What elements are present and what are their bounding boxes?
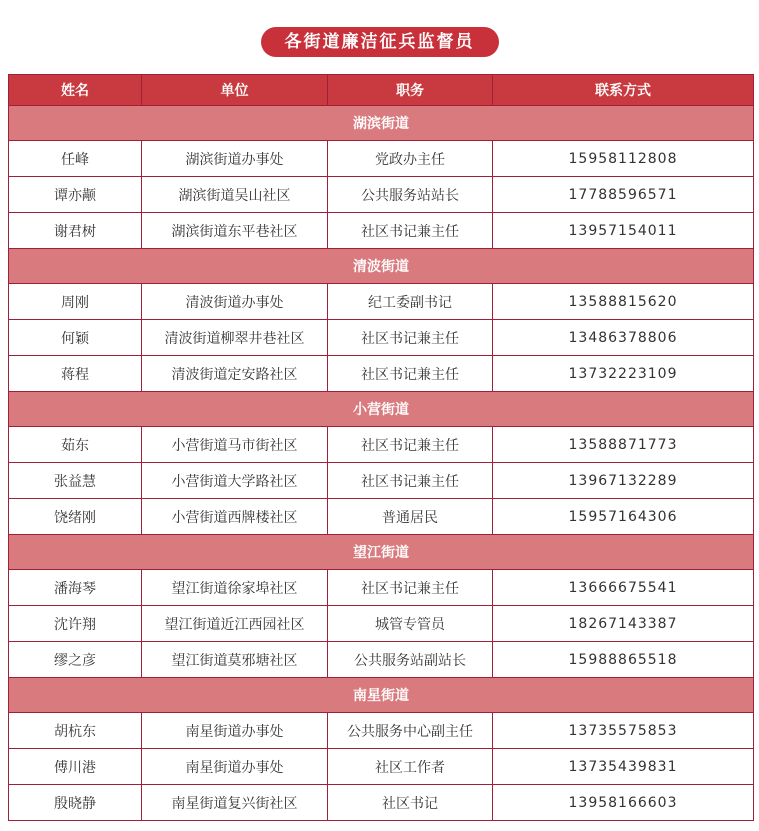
cell-phone: 13967132289 [493, 463, 754, 499]
cell-unit: 南星街道办事处 [142, 713, 328, 749]
cell-position: 公共服务中心副主任 [328, 713, 493, 749]
cell-phone: 13666675541 [493, 570, 754, 606]
cell-name: 谭亦颟 [9, 177, 142, 213]
table-body [9, 106, 754, 821]
cell-name: 茹东 [9, 427, 142, 463]
cell-name: 蒋程 [9, 356, 142, 392]
cell-phone: 18267143387 [493, 606, 754, 642]
section-title: 小营街道 [9, 392, 754, 427]
table-row [9, 177, 754, 213]
cell-unit: 湖滨街道办事处 [142, 141, 328, 177]
cell-name: 任峰 [9, 141, 142, 177]
cell-position: 社区书记兼主任 [328, 570, 493, 606]
cell-name: 沈许翔 [9, 606, 142, 642]
cell-name: 张益慧 [9, 463, 142, 499]
supervisor-table [8, 74, 754, 821]
cell-phone: 15988865518 [493, 642, 754, 678]
cell-name: 周刚 [9, 284, 142, 320]
cell-name: 何颖 [9, 320, 142, 356]
cell-phone: 13958166603 [493, 785, 754, 821]
cell-phone: 13588871773 [493, 427, 754, 463]
cell-phone: 13735439831 [493, 749, 754, 785]
cell-phone: 13735575853 [493, 713, 754, 749]
cell-position: 社区书记 [328, 785, 493, 821]
cell-unit: 小营街道大学路社区 [142, 463, 328, 499]
table-row [9, 213, 754, 249]
table-row [9, 284, 754, 320]
table-row [9, 499, 754, 535]
table-header-row [9, 75, 754, 106]
cell-unit: 望江街道莫邪塘社区 [142, 642, 328, 678]
cell-name: 饶绪刚 [9, 499, 142, 535]
cell-position: 社区书记兼主任 [328, 463, 493, 499]
cell-name: 殷晓静 [9, 785, 142, 821]
cell-position: 社区书记兼主任 [328, 356, 493, 392]
cell-name: 潘海琴 [9, 570, 142, 606]
section-title: 南星街道 [9, 678, 754, 713]
table-row [9, 141, 754, 177]
cell-unit: 湖滨街道东平巷社区 [142, 213, 328, 249]
cell-position: 公共服务站站长 [328, 177, 493, 213]
table-row [9, 749, 754, 785]
cell-position: 纪工委副书记 [328, 284, 493, 320]
header-contact: 联系方式 [493, 75, 754, 106]
cell-name: 胡杭东 [9, 713, 142, 749]
table-row [9, 642, 754, 678]
cell-phone: 17788596571 [493, 177, 754, 213]
cell-unit: 清波街道办事处 [142, 284, 328, 320]
table-row [9, 570, 754, 606]
cell-unit: 清波街道柳翠井巷社区 [142, 320, 328, 356]
cell-phone: 15958112808 [493, 141, 754, 177]
section-title: 望江街道 [9, 535, 754, 570]
section-row [9, 392, 754, 427]
cell-name: 傅川港 [9, 749, 142, 785]
header-name: 姓名 [9, 75, 142, 106]
cell-phone: 13486378806 [493, 320, 754, 356]
cell-unit: 望江街道近江西园社区 [142, 606, 328, 642]
section-title: 清波街道 [9, 249, 754, 284]
cell-position: 社区工作者 [328, 749, 493, 785]
cell-name: 缪之彦 [9, 642, 142, 678]
table-row [9, 320, 754, 356]
cell-unit: 湖滨街道吴山社区 [142, 177, 328, 213]
table-row [9, 427, 754, 463]
cell-unit: 南星街道复兴街社区 [142, 785, 328, 821]
title-wrap [0, 27, 759, 57]
cell-unit: 清波街道定安路社区 [142, 356, 328, 392]
page-title: 各街道廉洁征兵监督员 [261, 27, 499, 57]
header-unit: 单位 [142, 75, 328, 106]
cell-name: 谢君树 [9, 213, 142, 249]
section-row [9, 678, 754, 713]
table-row [9, 356, 754, 392]
cell-position: 普通居民 [328, 499, 493, 535]
cell-unit: 南星街道办事处 [142, 749, 328, 785]
cell-position: 党政办主任 [328, 141, 493, 177]
section-row [9, 249, 754, 284]
table-row [9, 785, 754, 821]
section-row [9, 535, 754, 570]
cell-position: 社区书记兼主任 [328, 427, 493, 463]
table-row [9, 713, 754, 749]
header-position: 职务 [328, 75, 493, 106]
cell-phone: 13588815620 [493, 284, 754, 320]
cell-position: 公共服务站副站长 [328, 642, 493, 678]
cell-position: 城管专管员 [328, 606, 493, 642]
section-row [9, 106, 754, 141]
cell-phone: 13732223109 [493, 356, 754, 392]
cell-phone: 15957164306 [493, 499, 754, 535]
cell-unit: 望江街道徐家埠社区 [142, 570, 328, 606]
table-row [9, 606, 754, 642]
cell-unit: 小营街道西牌楼社区 [142, 499, 328, 535]
cell-unit: 小营街道马市街社区 [142, 427, 328, 463]
cell-position: 社区书记兼主任 [328, 320, 493, 356]
cell-position: 社区书记兼主任 [328, 213, 493, 249]
section-title: 湖滨街道 [9, 106, 754, 141]
cell-phone: 13957154011 [493, 213, 754, 249]
table-row [9, 463, 754, 499]
